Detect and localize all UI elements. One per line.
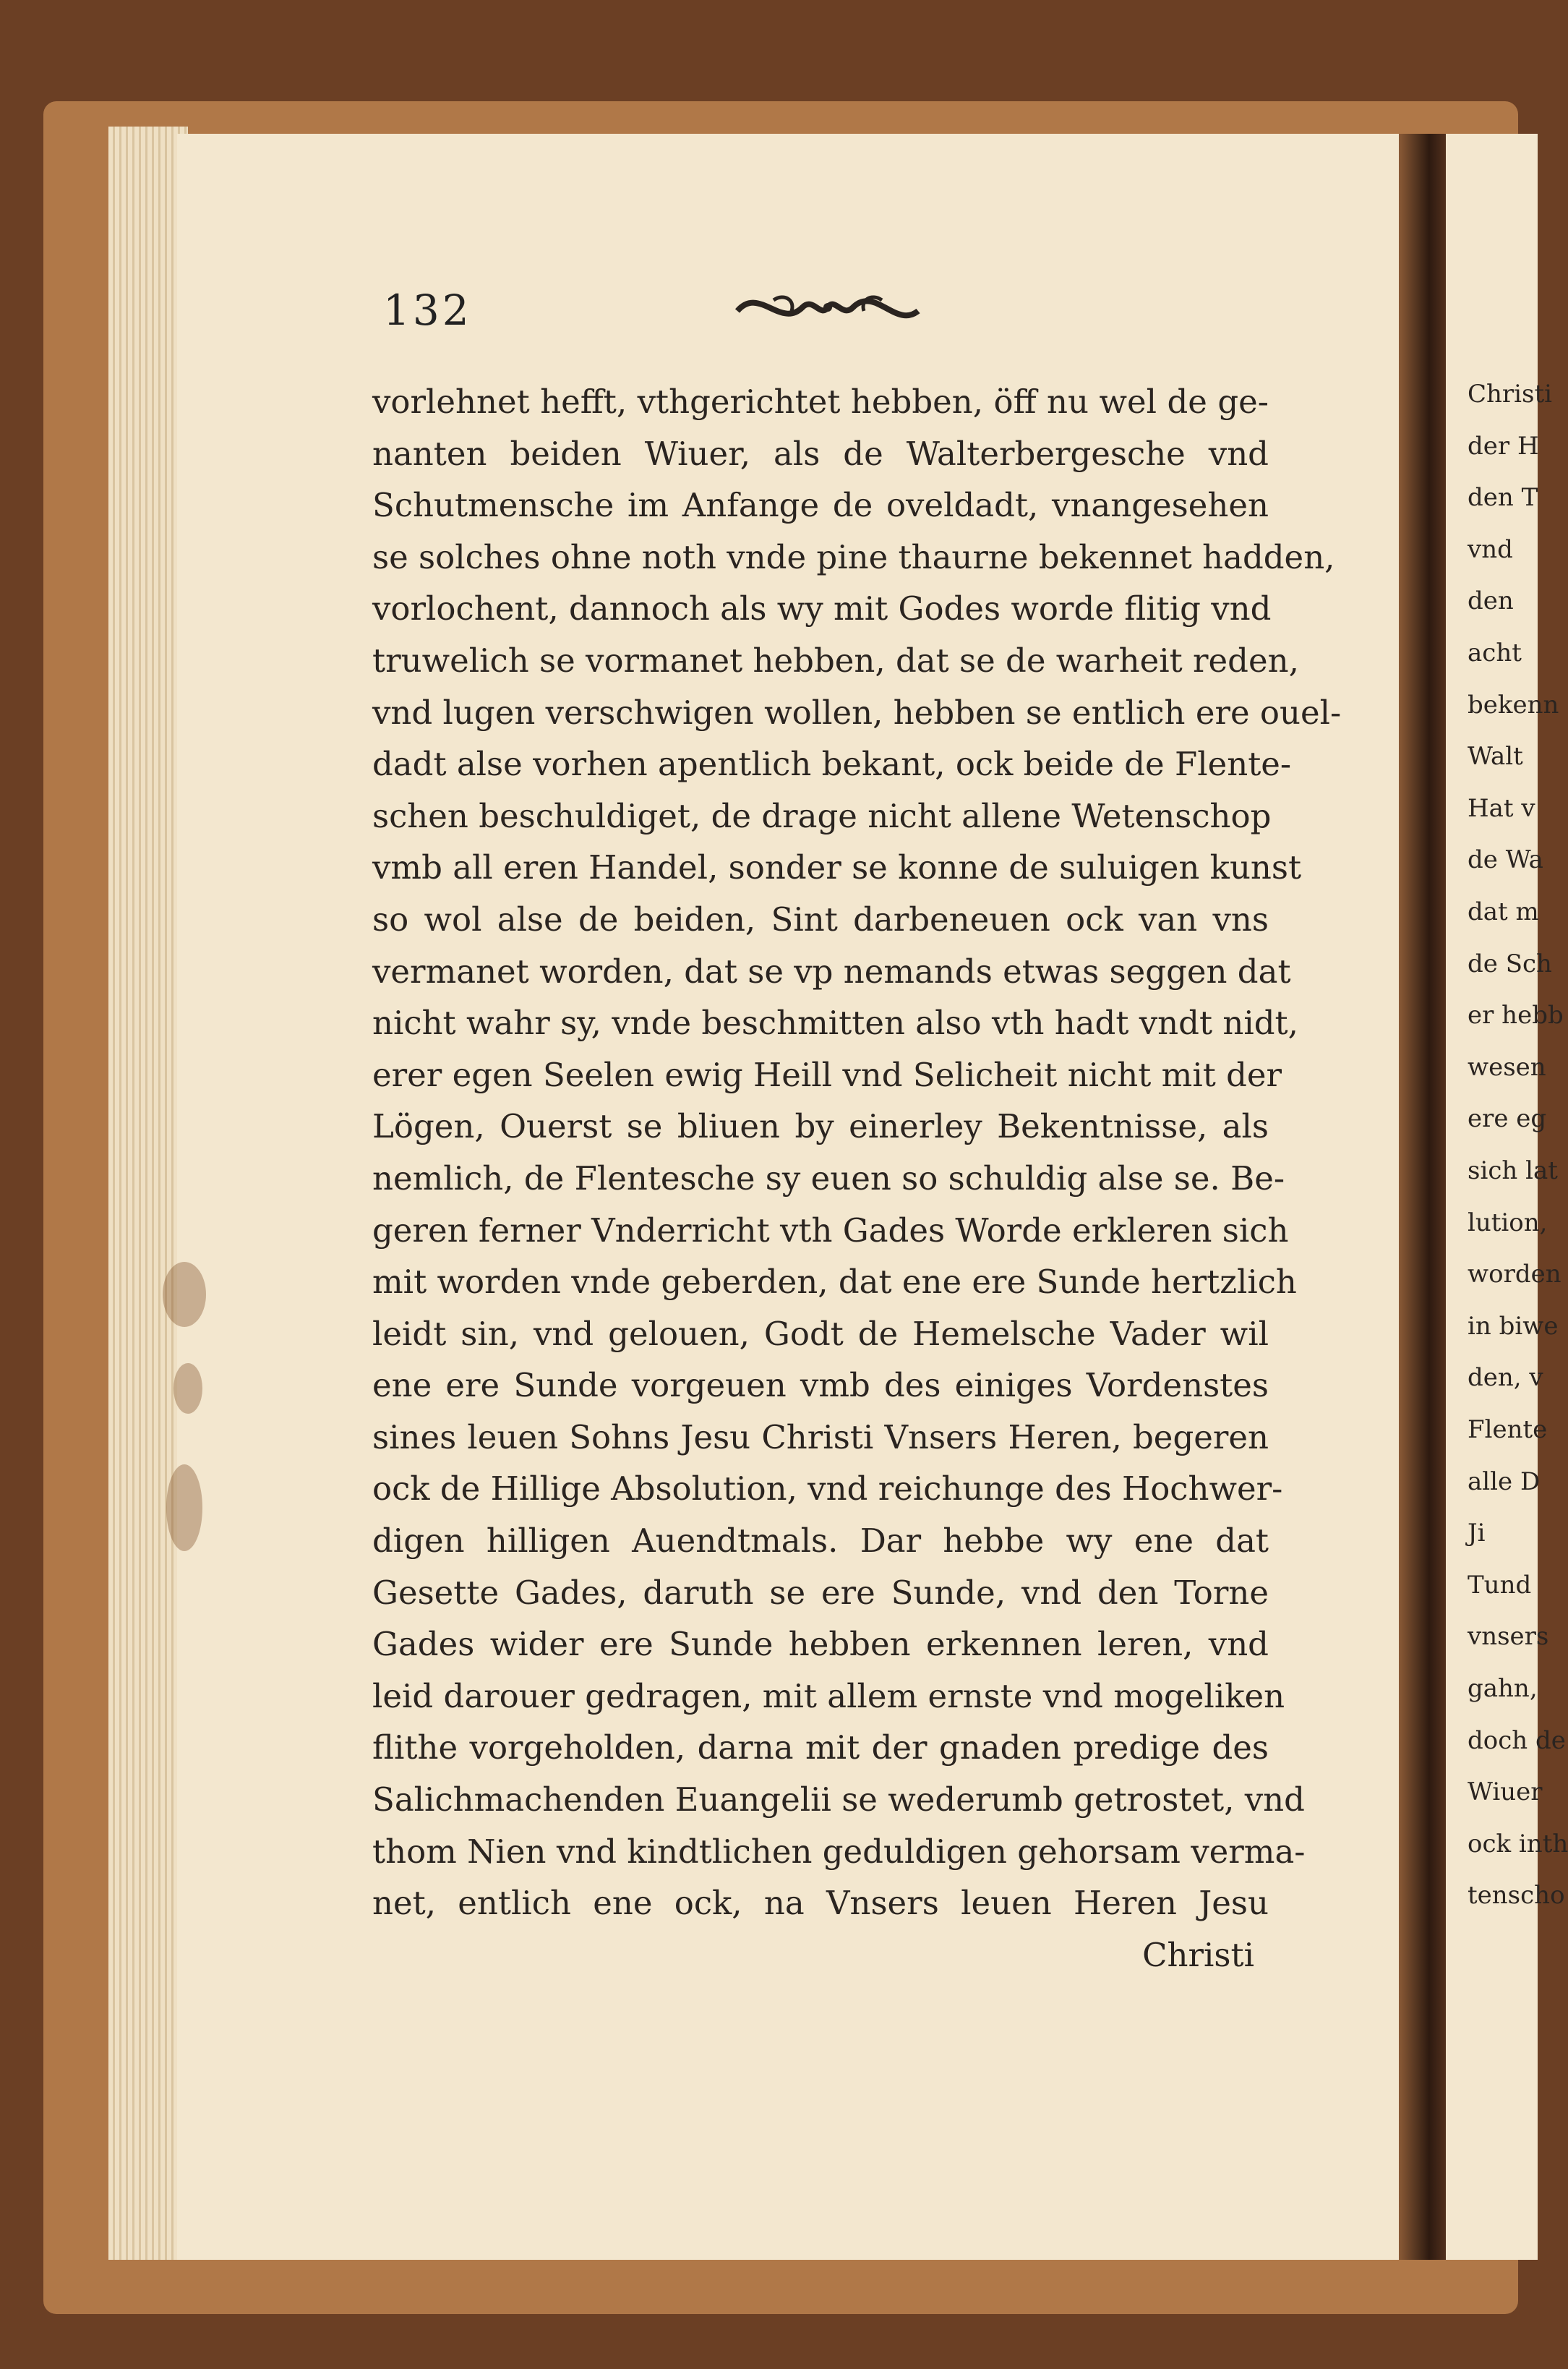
foxing-stain [166, 1464, 202, 1551]
text-line: flithe vorgeholden, darna mit der gnaden predige des [372, 1728, 1269, 1767]
text-line: Lögen, Ouerst se bliuen by einerley Bekentnisse, als [372, 1107, 1269, 1146]
text-line: leidt sin, vnd gelouen, Godt de Hemelsche Vader wil [372, 1314, 1269, 1353]
facing-text-fragment: wesen [1468, 1052, 1546, 1082]
facing-text-fragment: Christi [1468, 380, 1553, 409]
facing-text-fragment: Tund [1468, 1570, 1532, 1600]
text-line: se solches ohne noth vnde pine thaurne bekennet hadden, [372, 537, 1335, 576]
facing-text-fragment: den, v [1468, 1363, 1543, 1393]
book-gutter [1399, 134, 1449, 2260]
text-line: Salichmachenden Euangelii se wederumb getrostet, vnd [372, 1780, 1305, 1819]
text-line: Schutmensche im Anfange de oveldadt, vnangesehen [372, 486, 1269, 525]
text-line: so wol alse de beiden, Sint darbeneuen ock van vns [372, 900, 1269, 939]
text-line: Gesette Gades, daruth se ere Sunde, vnd den Torne [372, 1573, 1269, 1612]
text-line: vnd lugen verschwigen wollen, hebben se entlich ere ouel- [372, 693, 1342, 732]
facing-text-fragment: alle D [1468, 1467, 1541, 1496]
text-line: vermanet worden, dat se vp nemands etwas seggen dat [372, 952, 1291, 991]
text-line: leid darouer gedragen, mit allem ernste vnd mogeliken [372, 1676, 1285, 1715]
text-line: nanten beiden Wiuer, als de Walterbergesche vnd [372, 434, 1269, 473]
facing-text-fragment: ock inth [1468, 1829, 1568, 1858]
facing-text-fragment: Walt [1468, 742, 1523, 772]
page-number: 132 [383, 286, 472, 335]
page-text [372, 376, 1342, 1981]
text-line: nemlich, de Flentesche sy euen so schuldig alse se. Be- [372, 1158, 1285, 1198]
text-line: vmb all eren Handel, sonder se konne de suluigen kunst [372, 848, 1302, 887]
facing-text-fragment: vnd [1468, 534, 1513, 564]
facing-text-fragment: Ji [1468, 1519, 1486, 1548]
text-line: truwelich se vormanet hebben, dat se de warheit reden, [372, 641, 1299, 680]
text-line: mit worden vnde geberden, dat ene ere Sunde hertzlich [372, 1263, 1297, 1302]
facing-text-fragment: doch de [1468, 1725, 1566, 1755]
facing-text-fragment: den [1468, 586, 1514, 616]
ornament-icon [730, 278, 925, 336]
facing-text-fragment: Flente [1468, 1415, 1548, 1444]
text-line: ene ere Sunde vorgeuen vmb des einiges Vordenstes [372, 1366, 1269, 1405]
facing-text-fragment: de Wa [1468, 845, 1543, 875]
text-line: vorlochent, dannoch als wy mit Godes worde flitig vnd [372, 589, 1272, 628]
text-line: geren ferner Vnderricht vth Gades Worde erkleren sich [372, 1211, 1289, 1250]
foxing-stain [173, 1363, 202, 1414]
foxing-stain [163, 1262, 206, 1327]
catchword: Christi [1142, 1935, 1254, 1974]
facing-text-fragment: bekenn [1468, 690, 1559, 720]
text-line: digen hilligen Auendtmals. Dar hebbe wy ene dat [372, 1521, 1269, 1561]
facing-text-fragment: vnsers [1468, 1622, 1549, 1652]
text-line: vorlehnet hefft, vthgerichtet hebben, öff nu wel de ge- [372, 383, 1269, 421]
text-line: nicht wahr sy, vnde beschmitten also vth hadt vndt nidt, [372, 1004, 1298, 1043]
text-line: ock de Hillige Absolution, vnd reichunge des Hochwer- [372, 1469, 1283, 1508]
facing-text-fragment: der H [1468, 431, 1539, 461]
facing-text-fragment: Wiuer [1468, 1777, 1543, 1807]
facing-page [1446, 134, 1568, 2260]
facing-text-fragment: worden [1468, 1260, 1561, 1289]
facing-text-fragment: in biwe [1468, 1311, 1559, 1341]
facing-text-fragment: Hat v [1468, 793, 1535, 823]
facing-text-fragment: lution, [1468, 1208, 1548, 1237]
text-line: Gades wider ere Sunde hebben erkennen leren, vnd [372, 1625, 1269, 1664]
facing-text-fragment: ere eg [1468, 1104, 1547, 1134]
text-line: thom Nien vnd kindtlichen geduldigen gehorsam verma- [372, 1832, 1306, 1871]
facing-text-fragment: de Sch [1468, 949, 1552, 978]
page-edges [108, 127, 188, 2260]
facing-text-fragment: sich lat [1468, 1156, 1558, 1185]
text-line: dadt alse vorhen apentlich bekant, ock beide de Flente- [372, 745, 1292, 784]
text-line: erer egen Seelen ewig Heill vnd Selicheit nicht mit der [372, 1055, 1282, 1094]
facing-text-fragment: gahn, [1468, 1674, 1538, 1703]
text-line: schen beschuldiget, de drage nicht allene Wetenschop [372, 796, 1272, 835]
text-line: net, entlich ene ock, na Vnsers leuen Heren Jesu [372, 1884, 1269, 1923]
facing-text-fragment: den T [1468, 483, 1538, 513]
facing-text-fragment: acht [1468, 639, 1522, 667]
facing-text-fragment: er hebb [1468, 1001, 1564, 1030]
text-line: sines leuen Sohns Jesu Christi Vnsers Heren, begeren [372, 1417, 1269, 1456]
facing-text-fragment: tenscho [1468, 1881, 1565, 1911]
facing-text-fragment: dat m [1468, 897, 1539, 926]
